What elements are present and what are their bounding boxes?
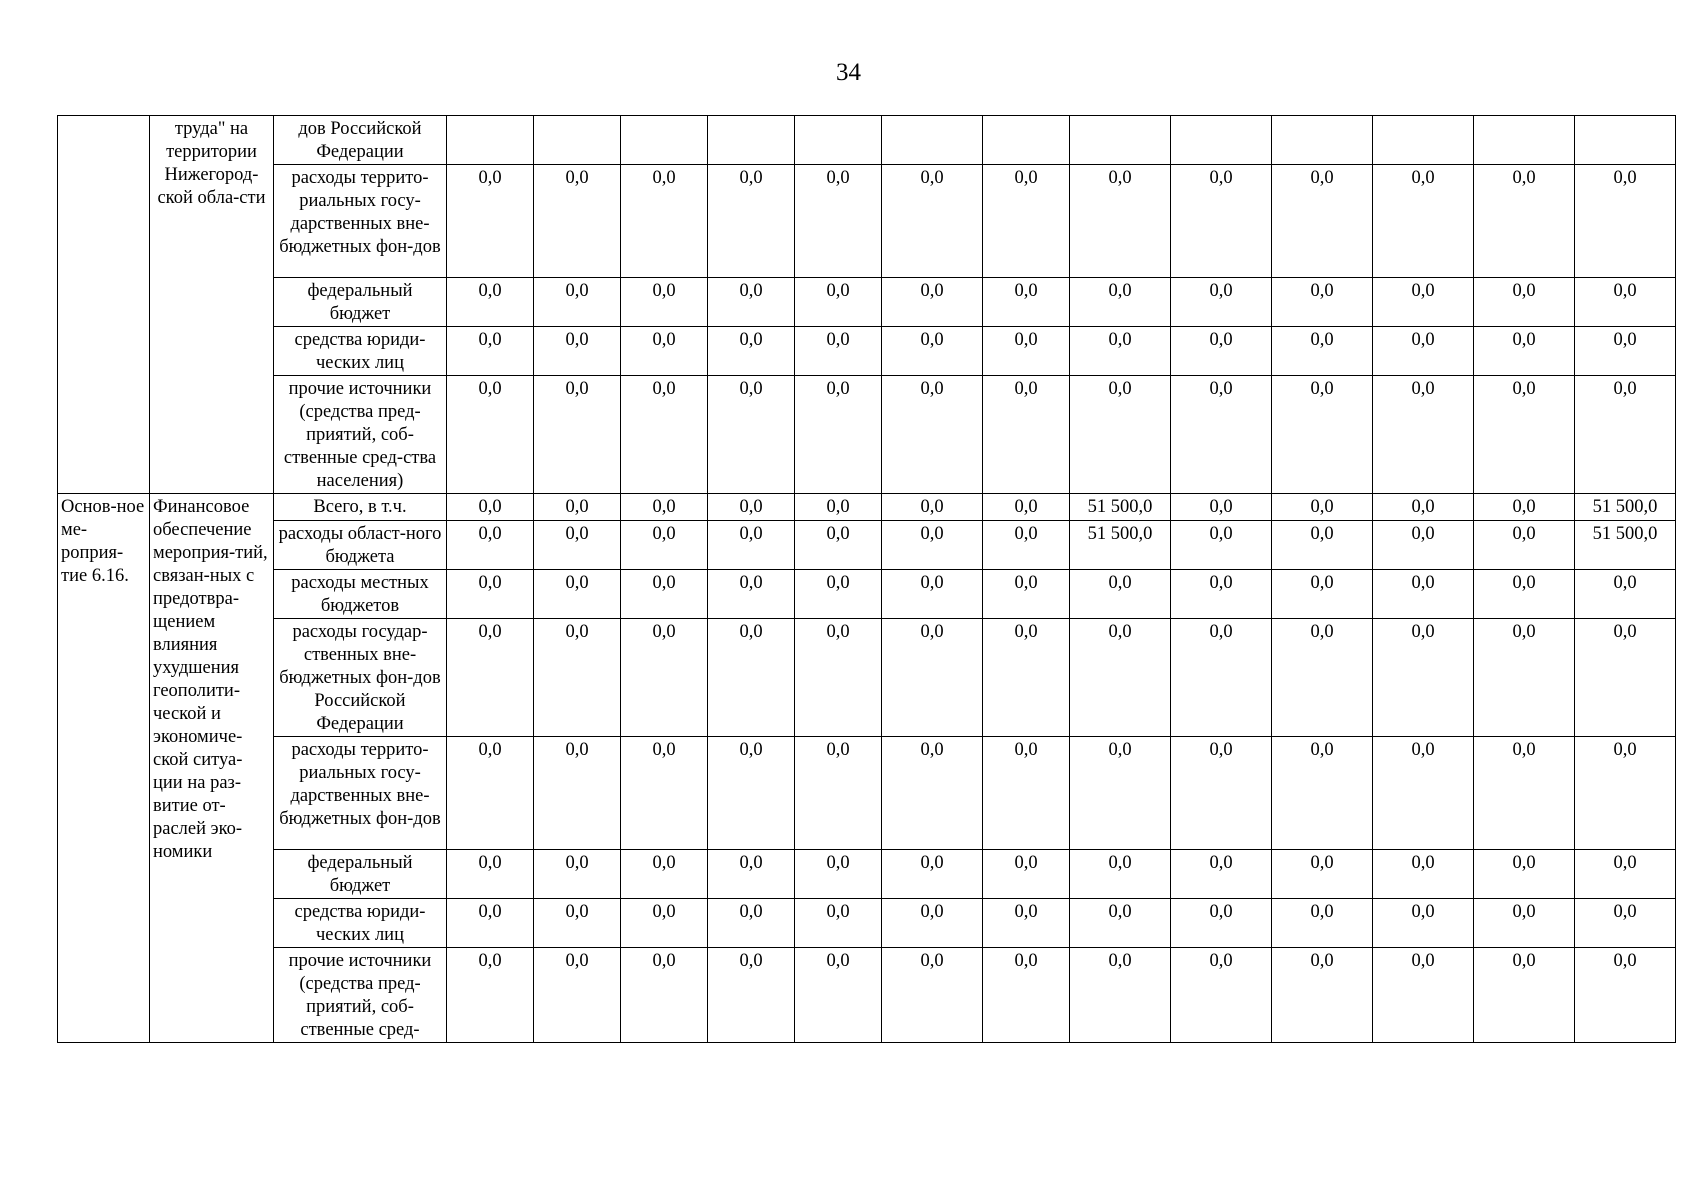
funding-source-cell: расходы государ-ственных вне-бюджетных фон-дов Российской Федерации [274,619,447,737]
value-cell: 51 500,0 [1070,521,1171,570]
value-cell [708,116,795,165]
value-cell: 0,0 [708,899,795,948]
value-cell: 0,0 [1171,494,1272,521]
value-cell: 0,0 [1373,850,1474,899]
funding-source-cell: расходы местных бюджетов [274,570,447,619]
value-cell: 0,0 [1373,948,1474,1043]
page-number: 34 [836,59,861,86]
value-cell: 0,0 [708,570,795,619]
value-cell: 0,0 [1373,278,1474,327]
value-cell [621,116,708,165]
value-cell: 0,0 [621,948,708,1043]
value-cell: 0,0 [1070,850,1171,899]
value-cell: 0,0 [983,899,1070,948]
value-cell: 0,0 [534,521,621,570]
table-row [58,521,1676,570]
value-cell: 0,0 [1272,494,1373,521]
value-cell: 0,0 [708,521,795,570]
value-cell: 0,0 [1070,619,1171,737]
value-cell: 0,0 [621,327,708,376]
value-cell: 0,0 [1070,165,1171,278]
value-cell: 0,0 [1070,899,1171,948]
value-cell: 0,0 [795,327,882,376]
value-cell: 0,0 [621,165,708,278]
value-cell: 0,0 [1070,948,1171,1043]
value-cell: 0,0 [1171,165,1272,278]
value-cell: 0,0 [1171,850,1272,899]
value-cell: 0,0 [983,570,1070,619]
value-cell: 0,0 [708,376,795,494]
value-cell: 0,0 [1070,737,1171,850]
value-cell: 0,0 [1575,570,1676,619]
value-cell: 0,0 [1373,327,1474,376]
value-cell: 0,0 [1272,165,1373,278]
value-cell: 0,0 [1272,376,1373,494]
value-cell: 0,0 [1575,619,1676,737]
funding-source-cell: расходы террито-риальных госу-дарственных вне-бюджетных фон-дов [274,165,447,278]
value-cell: 0,0 [795,850,882,899]
value-cell: 0,0 [795,521,882,570]
value-cell [447,116,534,165]
value-cell: 0,0 [1474,494,1575,521]
value-cell: 0,0 [882,619,983,737]
value-cell: 0,0 [1070,570,1171,619]
value-cell: 0,0 [534,165,621,278]
value-cell [983,116,1070,165]
value-cell: 0,0 [1474,619,1575,737]
value-cell: 0,0 [1171,619,1272,737]
value-cell: 0,0 [983,327,1070,376]
table-row [58,737,1676,850]
value-cell: 0,0 [1272,521,1373,570]
value-cell: 0,0 [1474,948,1575,1043]
value-cell [534,116,621,165]
value-cell: 0,0 [1575,327,1676,376]
value-cell: 0,0 [1575,737,1676,850]
measure-description-cell: труда" на территории Нижегород-ской обла-сти [150,116,274,494]
value-cell: 0,0 [795,899,882,948]
value-cell: 0,0 [621,850,708,899]
value-cell [1070,116,1171,165]
value-cell: 0,0 [447,165,534,278]
value-cell: 0,0 [1070,278,1171,327]
value-cell: 0,0 [1373,165,1474,278]
value-cell: 0,0 [447,948,534,1043]
value-cell: 0,0 [447,737,534,850]
value-cell: 0,0 [1575,165,1676,278]
funding-source-cell: федеральный бюджет [274,850,447,899]
value-cell: 0,0 [1575,948,1676,1043]
value-cell: 0,0 [1474,850,1575,899]
value-cell: 0,0 [882,494,983,521]
value-cell: 0,0 [534,737,621,850]
table-row [58,165,1676,278]
value-cell: 0,0 [1474,899,1575,948]
value-cell: 0,0 [1474,376,1575,494]
value-cell: 0,0 [1474,570,1575,619]
value-cell [882,116,983,165]
value-cell: 0,0 [983,165,1070,278]
value-cell: 0,0 [795,376,882,494]
value-cell: 0,0 [447,521,534,570]
value-cell: 0,0 [621,737,708,850]
table-row [58,570,1676,619]
measure-label-cell [58,116,150,494]
funding-source-cell: средства юриди-ческих лиц [274,899,447,948]
table-row [58,850,1676,899]
value-cell: 0,0 [1373,494,1474,521]
value-cell [1272,116,1373,165]
value-cell: 0,0 [534,278,621,327]
value-cell: 0,0 [795,570,882,619]
value-cell: 0,0 [1171,376,1272,494]
value-cell: 0,0 [882,948,983,1043]
value-cell: 0,0 [1272,737,1373,850]
value-cell: 0,0 [447,376,534,494]
value-cell: 0,0 [1373,376,1474,494]
value-cell: 0,0 [708,619,795,737]
value-cell: 0,0 [1171,899,1272,948]
table-row [58,619,1676,737]
value-cell: 0,0 [621,899,708,948]
value-cell: 0,0 [708,737,795,850]
value-cell: 0,0 [447,899,534,948]
value-cell: 0,0 [1575,850,1676,899]
value-cell: 0,0 [534,619,621,737]
value-cell: 0,0 [708,850,795,899]
value-cell: 0,0 [1474,521,1575,570]
value-cell: 0,0 [1171,948,1272,1043]
value-cell: 0,0 [534,494,621,521]
value-cell: 0,0 [621,494,708,521]
value-cell: 0,0 [983,278,1070,327]
value-cell: 0,0 [1171,737,1272,850]
value-cell: 0,0 [1171,327,1272,376]
value-cell: 0,0 [983,737,1070,850]
value-cell: 0,0 [1575,278,1676,327]
value-cell: 0,0 [882,327,983,376]
value-cell: 0,0 [534,376,621,494]
value-cell: 0,0 [447,850,534,899]
value-cell: 0,0 [447,570,534,619]
value-cell: 0,0 [983,619,1070,737]
value-cell: 0,0 [1272,327,1373,376]
value-cell: 0,0 [1474,165,1575,278]
value-cell: 0,0 [882,570,983,619]
value-cell: 0,0 [534,899,621,948]
value-cell: 0,0 [1373,521,1474,570]
value-cell [1474,116,1575,165]
value-cell: 0,0 [1272,570,1373,619]
value-cell: 0,0 [708,278,795,327]
value-cell: 51 500,0 [1070,494,1171,521]
value-cell: 0,0 [983,376,1070,494]
value-cell: 0,0 [1272,278,1373,327]
value-cell: 0,0 [882,165,983,278]
value-cell: 0,0 [1171,521,1272,570]
value-cell: 0,0 [795,737,882,850]
value-cell: 0,0 [621,376,708,494]
value-cell: 0,0 [1272,619,1373,737]
value-cell: 0,0 [1575,899,1676,948]
funding-source-cell: прочие источники (средства пред-приятий, соб-ственные сред-ства населения) [274,376,447,494]
value-cell [1171,116,1272,165]
value-cell: 0,0 [1474,737,1575,850]
value-cell: 51 500,0 [1575,494,1676,521]
table-row [58,494,1676,521]
value-cell: 0,0 [447,494,534,521]
value-cell: 0,0 [621,521,708,570]
value-cell: 0,0 [882,737,983,850]
value-cell [1373,116,1474,165]
value-cell: 0,0 [1474,278,1575,327]
value-cell: 0,0 [1373,899,1474,948]
value-cell: 0,0 [1070,376,1171,494]
value-cell: 0,0 [708,494,795,521]
value-cell: 0,0 [882,376,983,494]
value-cell: 0,0 [795,619,882,737]
value-cell [795,116,882,165]
funding-source-cell: средства юриди-ческих лиц [274,327,447,376]
measure-description-cell: Финансовое обеспечение мероприя-тий, связан-ных с предотвра-щением влияния ухудшения геополити-ческой и экономиче-ской ситуа-ции на раз-витие от-раслей эко-номики [150,494,274,1043]
measure-label-cell: Основ-ное ме-роприя-тие 6.16. [58,494,150,1043]
funding-source-cell: федеральный бюджет [274,278,447,327]
value-cell: 0,0 [447,327,534,376]
value-cell: 0,0 [1272,948,1373,1043]
value-cell: 0,0 [1272,850,1373,899]
value-cell: 0,0 [1373,570,1474,619]
value-cell: 0,0 [1171,278,1272,327]
value-cell: 0,0 [1373,737,1474,850]
value-cell: 0,0 [1171,570,1272,619]
value-cell: 0,0 [882,850,983,899]
value-cell: 0,0 [708,327,795,376]
value-cell: 0,0 [1272,899,1373,948]
value-cell: 0,0 [621,278,708,327]
value-cell: 0,0 [882,278,983,327]
value-cell: 0,0 [882,899,983,948]
value-cell [1575,116,1676,165]
value-cell: 0,0 [708,948,795,1043]
budget-table [57,115,1676,1043]
value-cell: 0,0 [983,494,1070,521]
funding-source-cell: расходы област-ного бюджета [274,521,447,570]
value-cell: 0,0 [795,948,882,1043]
table-row [58,948,1676,1043]
value-cell: 51 500,0 [1575,521,1676,570]
value-cell: 0,0 [882,521,983,570]
value-cell: 0,0 [795,278,882,327]
value-cell: 0,0 [795,165,882,278]
value-cell: 0,0 [1474,327,1575,376]
value-cell: 0,0 [795,494,882,521]
funding-source-cell: дов Российской Федерации [274,116,447,165]
value-cell: 0,0 [534,327,621,376]
value-cell: 0,0 [534,948,621,1043]
table-row [58,327,1676,376]
funding-source-cell: Всего, в т.ч. [274,494,447,521]
table-row [58,899,1676,948]
table-row [58,278,1676,327]
value-cell: 0,0 [534,850,621,899]
table-row [58,376,1676,494]
table-row [58,116,1676,165]
value-cell: 0,0 [621,570,708,619]
value-cell: 0,0 [447,619,534,737]
value-cell: 0,0 [1070,327,1171,376]
value-cell: 0,0 [983,521,1070,570]
value-cell: 0,0 [708,165,795,278]
funding-source-cell: расходы террито-риальных госу-дарственных вне-бюджетных фон-дов [274,737,447,850]
funding-source-cell: прочие источники (средства пред-приятий, соб-ственные сред- [274,948,447,1043]
value-cell: 0,0 [1373,619,1474,737]
value-cell: 0,0 [447,278,534,327]
value-cell: 0,0 [1575,376,1676,494]
value-cell: 0,0 [983,948,1070,1043]
value-cell: 0,0 [621,619,708,737]
value-cell: 0,0 [534,570,621,619]
value-cell: 0,0 [983,850,1070,899]
